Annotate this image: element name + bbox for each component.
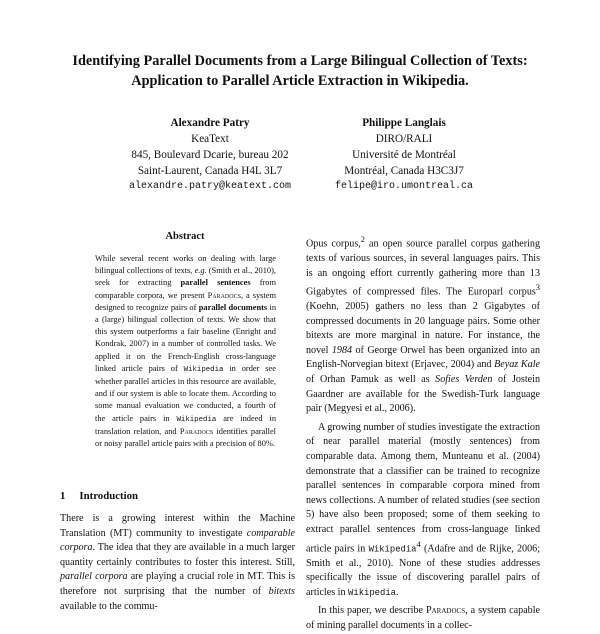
body-paragraph: In this paper, we describe Paradocs, a system capable of mining parallel documents in a collec- xyxy=(306,605,541,631)
author-email: felipe@iro.umontreal.ca xyxy=(334,181,474,192)
author-name: Philippe Langlais xyxy=(362,117,446,129)
author-name: Alexandre Patry xyxy=(170,117,250,129)
author-organization: KeaText xyxy=(191,133,229,145)
body-paragraph: Opus corpus,$^2$ an open source parallel corpus gathering texts of various sources, in several languages pairs. This is an ongoing effort currently gathering more than 13 Gigabytes of compressed files. The Europarl corpus$^3$ (Koehn, 2005) gathers no less than 2 Gigabytes of compressed documents in 20 language pairs. Some other bitexts are more marginal in nature. For instance, the novel 1984 of George Orwel has been organized into an English-Norvegian bitext (Erjavec, 2004) and Beyaz Kale of Orhan Pamuk as well as Sofies Verden of Jostein Gaardner are available for the Swedish-Turk language pair (Megyesi et al., 2006). xyxy=(306,235,541,415)
author-address-line-1: 845, Boulevard Dcarie, bureau 202 xyxy=(131,149,289,161)
body-paragraph: A growing number of studies investigate the extraction of near parallel material (mostly sentences) from comparable data. Among them, Munteanu et al. (2004) demonstrate that a classifier can be trained to recognize parallel sentences in comparable corpora mined from news collections. A number of related studies (see section 5) have also been proposed; some of them seeking to extract parallel sentences from cross-language linked article pairs in Wikipedia$^4$ (Adafre and de Rijke, 2006; Smith et al., 2010). None of these studies addresses specifically the issue of discovering parallel pairs of articles in Wikipedia. xyxy=(306,421,541,598)
introduction-paragraph: There is a growing interest within the Machine Translation (MT) community to investigate comparable corpora. The idea that they are available in a much larger quantity certainly contributes to foster this interest. Still, parallel corpora are playing a crucial role in MT. This is therefore not surprising that the number of bitexts available to the commu- xyxy=(60,513,295,612)
footnote-marker: 3 xyxy=(535,283,540,293)
abstract-heading: Abstract xyxy=(165,231,205,242)
section-title: Introduction xyxy=(79,490,139,502)
abstract-text: While several recent works on dealing with large bilingual collections of texts, e.g. (Smith et al., 2010), seek for extracting parallel sentences from comparable corpora, we present Paradocs, a system designed to recognize pairs of parallel documents in a (large) bilingual collection of texts. We show that this system outperforms a fair baseline (Enright and Kondrak, 2007) in a number of controlled tasks. We applied it on the French-English cross-language linked article pairs of Wikipedia in order see whether parallel articles in this resource are available, and if our system is able to locate them. According to some manual evaluation we conducted, a fourth of the article pairs in Wikipedia are indeed in translation relation, and Paradocs identifies parallel or noisy parallel article pairs with a precision of 80%. xyxy=(95,254,277,449)
paper-title-line-1: Identifying Parallel Documents from a Large Bilingual Collection of Texts: xyxy=(72,53,528,69)
author-organization: DIRO/RALI xyxy=(375,133,433,145)
author-address-line-2: Montréal, Canada H3C3J7 xyxy=(344,165,464,177)
section-number: 1 xyxy=(60,490,66,502)
footnote-marker: 4 xyxy=(416,539,421,549)
author-address-line-2: Saint-Laurent, Canada H4L 3L7 xyxy=(137,165,283,177)
right-column xyxy=(306,233,540,634)
author-address-line-1: Université de Montréal xyxy=(352,149,456,161)
footnote-marker: 2 xyxy=(360,235,365,244)
section-heading-introduction xyxy=(60,490,138,502)
author-email: alexandre.patry@keatext.com xyxy=(128,181,292,192)
paper-title-line-2: Application to Parallel Article Extraction in Wikipedia. xyxy=(131,73,469,89)
author-block-2 xyxy=(289,115,519,195)
